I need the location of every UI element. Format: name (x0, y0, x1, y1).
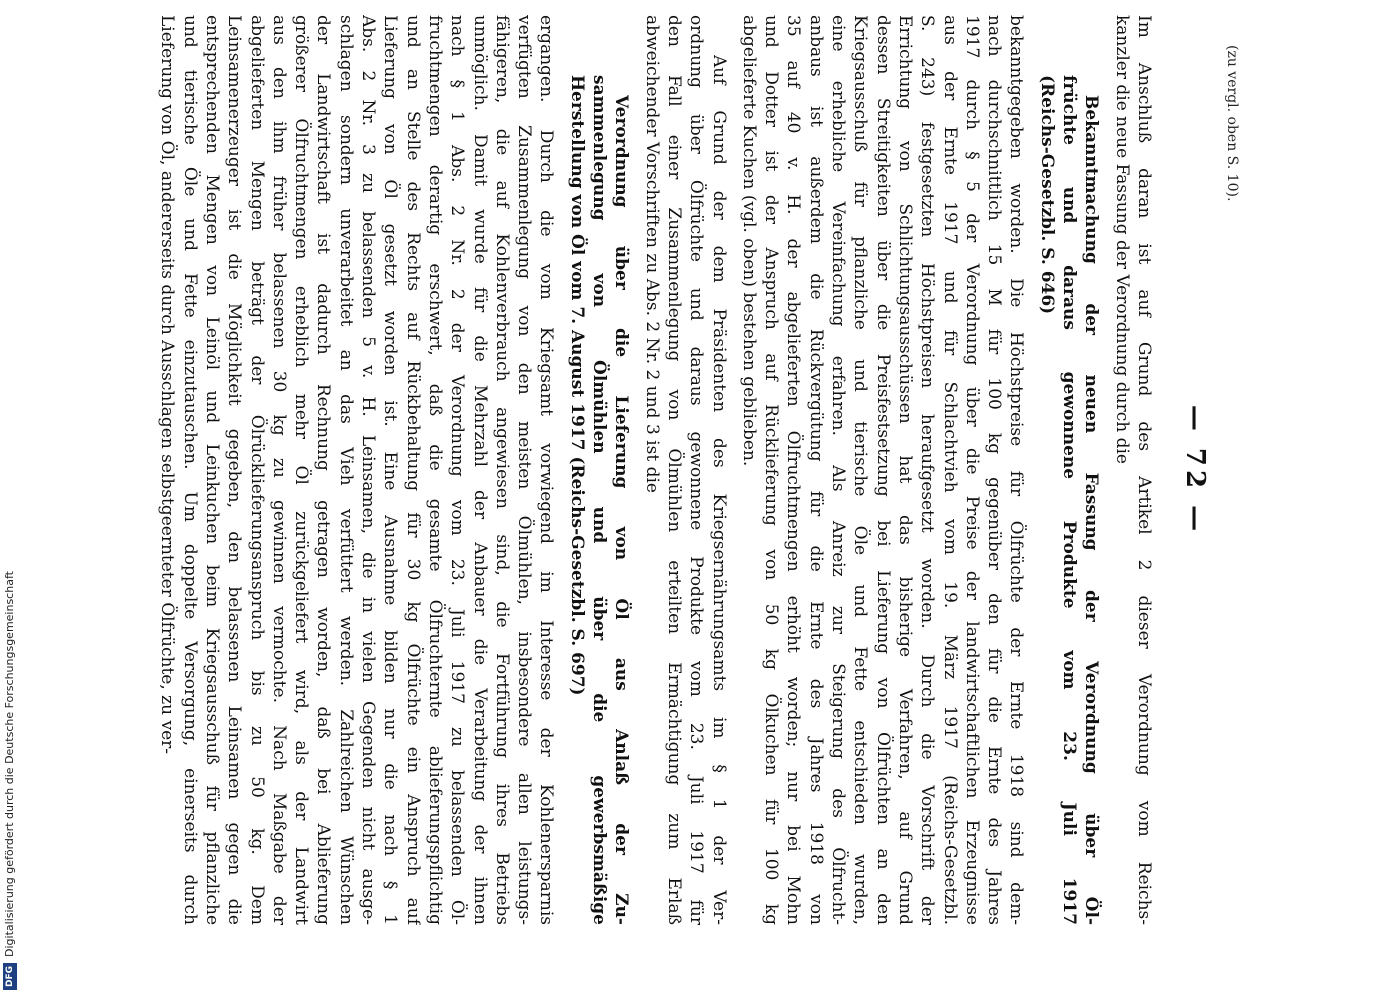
text-line: abgelieferten Mengen beträgt der Ölrücklieferungsanspruch bis zu 50 kg. Dem (246, 15, 267, 925)
text-line: Auf Grund der dem Präsidenten des Kriegsernährungsamts im § 1 der Ver- (708, 55, 729, 925)
text-line: schlagen sondern unverarbeitet an das Vieh verfüttert werden. Zahlreichen Wünschen (335, 15, 356, 925)
text-line: früchte und daraus gewonnene Produkte vom 23. Juli 1917 (1059, 75, 1080, 925)
text-line: dessen Streitigkeiten über die Preisfestsetzung bei Lieferung von Ölfrüchten an den (872, 15, 893, 925)
text-line: Im Anschluß daran ist auf Grund des Artikel 2 dieser Verordnung vom Reichs- (1134, 15, 1154, 925)
text-line: abweichender Vorschriften zu Abs. 2 Nr. 2 und 3 ist die (641, 15, 662, 493)
digitization-caption (0, 0, 30, 1000)
text-line: verfügten Zusammenlegung von den meisten Ölmühlen, insbesondere allen leistungs- (514, 15, 535, 925)
page-number: — 72 — (1180, 404, 1210, 536)
text-line: und an Stelle des Rechts auf Rückbehaltung für 30 kg Ölfrüchte ein Anspruch auf (402, 15, 423, 925)
text-line: abgelieferte Kuchen (vgl. oben) bestehen geblieben. (738, 15, 759, 467)
text-line: Leinsamenerzeuger ist die Möglichkeit gegeben, den belassenen Leinsamen gegen die (224, 15, 245, 925)
text-line: den Fall einer Zusammenlegung von Ölmühlen erteilten Ermächtigung zum Erlaß (664, 15, 684, 925)
text-line: aus der Ernte 1917 und für Schlachtvieh vom 19. März 1917 (Reichs-Gesetzbl. (939, 15, 960, 925)
text-line: eine erhebliche Vereinfachung erfahren. Als Anreiz zur Steigerung des Ölfrucht- (828, 15, 849, 925)
text-line: Lieferung von Öl gesetzt worden ist. Eine Ausnahme bilden nur die nach § 1 (380, 15, 401, 925)
caption-text: Digitalisierung gefördert durch die Deutsche Forschungsgemeinschaft (3, 571, 16, 957)
text-line: (Reichs-Gesetzbl. S. 646) (1036, 75, 1057, 315)
text-line: Lieferung von Öl, andererseits durch Ausschlagen selbstgeernteter Ölfrüchte, zu ver- (157, 15, 178, 754)
text-line: größerer Ölfruchtmengen erheblich mehr Öl zurückgeliefert wird, als der Landwirt (291, 15, 312, 925)
text-line: aus den ihm früher belassenen 30 kg zu gewinnen vermochte. Nach Maßgabe der (268, 15, 289, 925)
text-line: und tierische Öle und Fette einzutauschen. Um doppelte Versorgung, einerseits durch (179, 15, 200, 925)
text-line: unmöglich. Damit wurde für die Mehrzahl der Anbauer die Verarbeitung der ihnen (469, 15, 490, 925)
text-line: fruchtmengen derartig erschwert, daß die gesamte Ölfruchternte ablieferungspflichtig (425, 15, 445, 925)
text-line: ergangen. Durch die vom Kriegsamt vorwiegend im Interesse der Kohlenersparnis (536, 15, 557, 925)
rotated-text-block (140, 15, 1240, 925)
text-line: ordnung über Ölfrüchte und daraus gewonnene Produkte vom 23. Juli 1917 für (686, 15, 707, 925)
text-line: kanzler die neue Fassung der Verordnung durch die (1111, 15, 1132, 464)
text-line: und Dotter ist der Anspruch auf Rücklieferung von 50 kg Ölkuchen für 100 kg (761, 15, 782, 925)
text-line: nach durchschnittlich 15 M für 100 kg gegenüber den für die Ernte des Jahres (984, 15, 1005, 925)
text-line: der Landwirtschaft ist dadurch Rechnung getragen worden, daß bei Ablieferung (313, 15, 334, 925)
text-line: Errichtung von Schlichtungsausschüssen hat das bisherige Verfahren, auf Grund (895, 15, 915, 925)
text-line: 1917 durch § 5 der Verordnung über die Preise der landwirtschaftlichen Erzeugnisse (961, 15, 982, 925)
text-line: nach § 1 Abs. 2 Nr. 2 der Verordnung vom 23. Juli 1917 zu belassenden Öl- (447, 15, 468, 925)
text-line: sammenlegung von Ölmühlen und über die gewerbsmäßige (589, 75, 610, 925)
text-line: bekanntgegeben worden. Die Höchstpreise für Ölfrüchte der Ernte 1918 sind dem- (1006, 15, 1027, 925)
dfg-logo: DFG (3, 963, 17, 990)
text-line: S. 243) festgesetzten Höchstpreisen heraufgesetzt worden. Durch die Vorschrift der (917, 15, 938, 925)
margin-note: (zu vergl. oben S. 10). (1224, 45, 1240, 202)
text-line: Kriegsausschuß für pflanzliche und tierische Öle und Fette entschieden wurden, (850, 15, 871, 925)
text-line: anbaus ist außerdem die Rückvergütung für die Ernte des Jahres 1918 von (805, 15, 826, 925)
text-line: Herstellung von Öl vom 7. August 1917 (Reichs-Gesetzbl. S. 697) (566, 75, 587, 696)
scanned-page (140, 15, 1240, 925)
text-line: Bekanntmachung der neuen Fassung der Verordnung über Öl- (1081, 95, 1102, 925)
text-line: Verordnung über die Lieferung von Öl aus Anlaß der Zu- (611, 95, 632, 925)
text-line: Abs. 2 Nr. 3 zu belassenden 5 v. H. Leinsamen, die in vielen Gegenden nicht ausge- (358, 15, 379, 925)
text-line: 35 auf 40 v. H. der abgelieferten Ölfruchtmengen erhöht worden; nur bei Mohn (783, 15, 804, 925)
text-line: entsprechenden Mengen von Leinöl und Leinkuchen beim Kriegsausschuß für pflanzliche (202, 15, 222, 925)
text-line: fähigeren, die auf Kohlenverbrauch angewiesen sind, die Fortführung ihres Betriebs (491, 15, 512, 925)
